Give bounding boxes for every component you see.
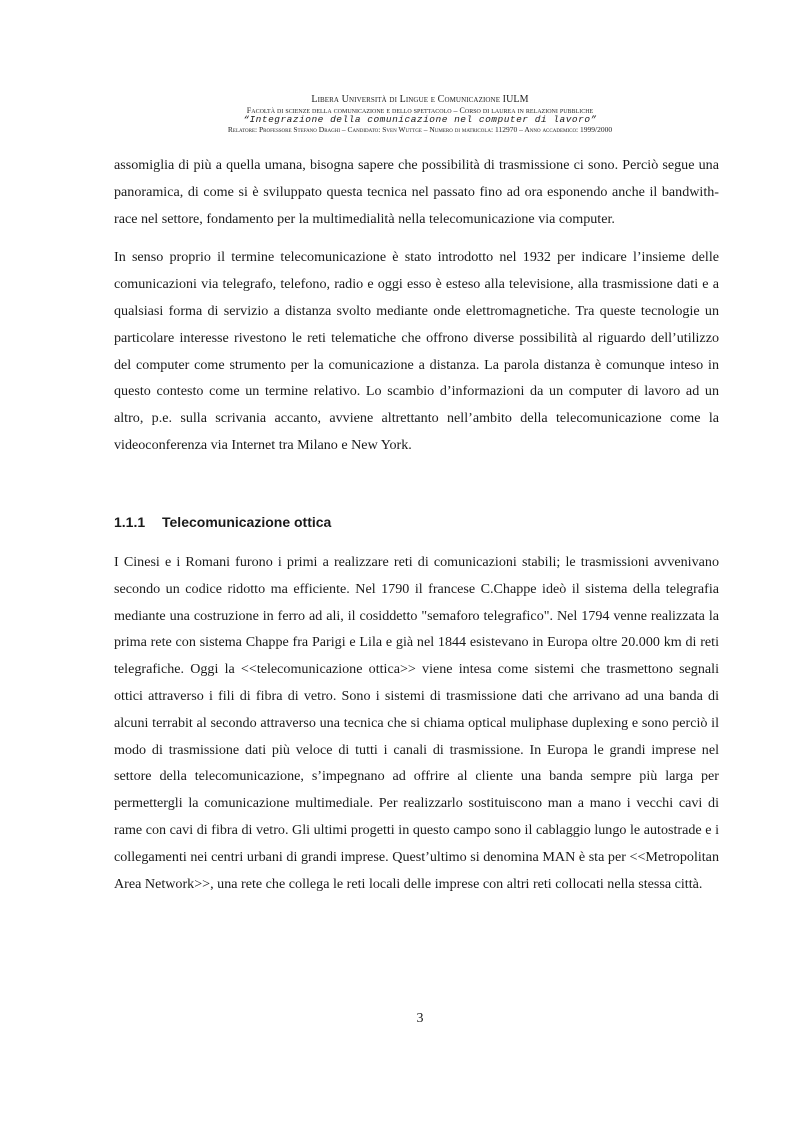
paragraph-1: assomiglia di più a quella umana, bisogna sapere che possibilità di trasmissione ci sono. Perciò segue una panoramica, di come si è sviluppato questa tecnica nel passato fino ad ora esponendo anche il bandwith-race nel settore, fondamento per la multimedialità nella telecomunicazione via computer. [114, 157, 719, 227]
header-credits: Relatore: Professore Stefano Draghi – Candidato: Sven Wuttge – Numero di matricola: 112970 – Anno accademico: 1999/2000 [227, 124, 613, 134]
body-text-section [114, 549, 719, 897]
section-paragraph: I Cinesi e i Romani furono i primi a realizzare reti di comunicazioni stabili; le trasmissioni avvenivano secondo un codice ridotto ma efficiente. Nel 1790 il francese C.Chappe ideò il sistema della telegrafia mediante una costruzione in ferro ad ali, il cosiddetto "semaforo telegrafico". Nel 1794 venne realizzata la prima rete con sistema Chappe fra Parigi e Lila e già nel 1844 esistevano in Europa oltre 20.000 km di reti telegrafiche. Oggi la <<telecomunicazione ottica>> viene intesa come sistemi che trasmettono segnali ottici attraverso i fili di fibra di vetro. Sono i sistemi di trasmissione dati che arrivano ad una banda di alcuni terrabit al secondo attraverso una tecnica che si chiama optical muliphase duplexing e sono perciò il modo di trasmissione dati più veloce di tutti i canali di trasmissione. In Europa le grandi imprese nel settore della telecomunicazione, s’impegnano ad offrire al cliente una banda sempre più larga per permettergli la comunicazione multimediale. Per realizzarlo sostituiscono man a mano i vecchi cavi di rame con cavi di fibra di vetro. Gli ultimi progetti in questo campo sono il cablaggio lungo le autostrade e i collegamenti nei centri urbani di grandi imprese. Quest’ultimo si denomina MAN è sta per <<Metropolitan Area Network>>, una rete che collega le reti locali delle imprese con altri reti collocati nella stessa città. [114, 554, 719, 892]
section-heading [114, 512, 719, 532]
section-number: 1.1.1 [114, 514, 146, 530]
section-title: Telecomunicazione ottica [162, 514, 332, 530]
page-number: 3 [416, 1011, 424, 1026]
body-text-intro [114, 152, 719, 459]
header-thesis-title: “Integrazione della comunicazione nel computer di lavoro” [243, 113, 597, 125]
page-header [100, 94, 740, 134]
header-institution: Libera Università di Lingue e Comunicazione IULM [311, 94, 529, 105]
paragraph-2: In senso proprio il termine telecomunicazione è stato introdotto nel 1932 per indicare l’insieme delle comunicazioni via telegrafo, telefono, radio e oggi esso è esteso alla televisione, alla trasmissione dati e a qualsiasi forma di servizio a distanza svolto mediante onde elettromagnetiche. Tra queste tecnologie un particolare interesse rivestono le reti telematiche che offrono diverse possibilità al riguardo dell’utilizzo del computer come strumento per la comunicazione a distanza. La parola distanza è comunque inteso in questo contesto come un termine relativo. Lo scambio d’informazioni da un computer di lavoro ad un altro, p.e. sulla scrivania accanto, avviene altrettanto nell’ambito della telecomunicazione come la videoconferenza via Internet tra Milano e New York. [114, 249, 719, 453]
header-faculty: Facoltà di scienze della comunicazione e dello spettacolo – Corso di laurea in relazioni pubbliche [246, 105, 594, 115]
